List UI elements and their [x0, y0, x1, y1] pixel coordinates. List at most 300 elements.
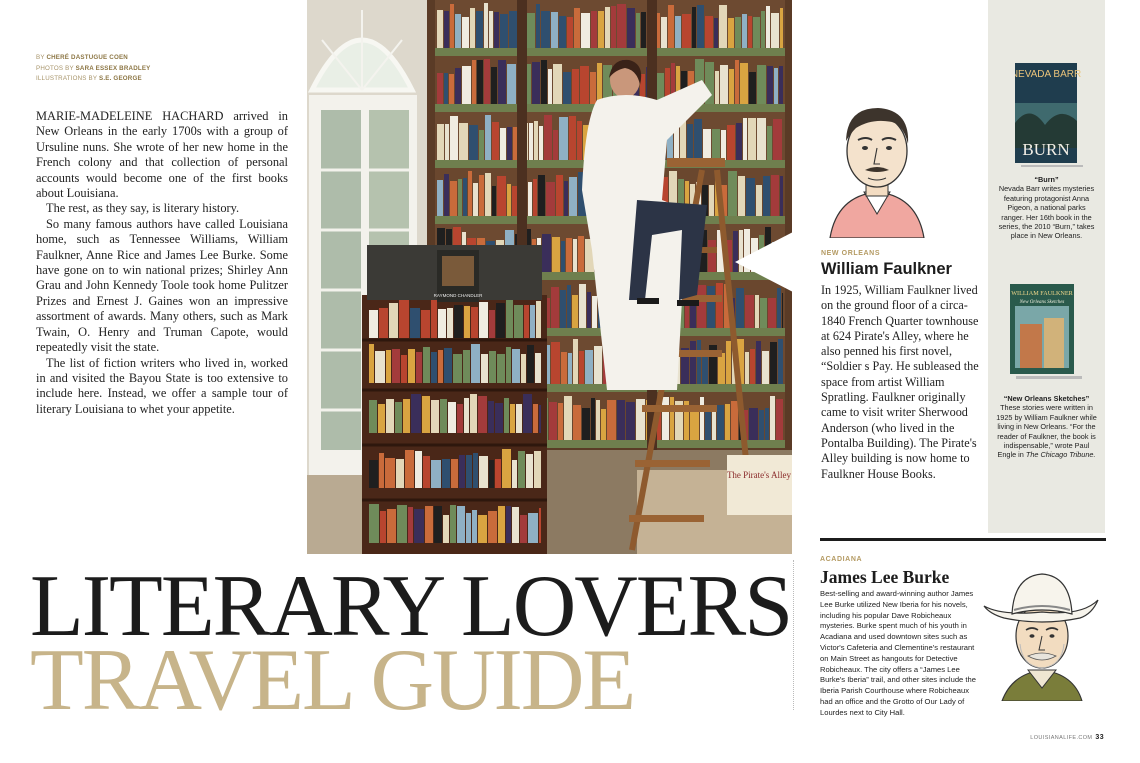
photo-tower-book: [539, 405, 541, 433]
faulkner-portrait: [822, 96, 932, 238]
photo-tower-book: [498, 506, 505, 543]
photo-tower-book: [527, 345, 534, 383]
photo-book-spine: [756, 341, 761, 384]
photo-book-spine: [697, 5, 704, 48]
photo-book-spine: [591, 398, 595, 440]
photo-book-spine: [718, 353, 725, 384]
photo-sign-text: The Pirate's Alley: [726, 470, 792, 480]
photo-book-spine: [757, 65, 766, 104]
photo-tower-book: [408, 349, 415, 383]
photo-book-spine: [759, 410, 764, 440]
photo-book-spine: [492, 122, 499, 160]
photo-tower-book: [495, 459, 501, 488]
photo-tower-book: [472, 510, 477, 543]
photo-book-spine: [760, 298, 767, 328]
photo-tower-book: [375, 351, 385, 383]
photo-book-spine: [762, 351, 769, 384]
photo-book-spine: [694, 119, 702, 160]
callout-arrow: [735, 232, 793, 292]
section-divider-rule: [820, 538, 1106, 541]
photo-tower-book: [478, 396, 487, 433]
photo-tower-book: [387, 509, 396, 543]
photo-book-spine: [560, 290, 566, 328]
photo-book-spine: [746, 178, 755, 216]
photo-tower-book: [479, 302, 488, 338]
photo-book-spine: [690, 341, 696, 384]
photo-book-spine: [541, 11, 550, 48]
photo-book-spine: [494, 12, 499, 48]
photo-tower-book: [514, 305, 523, 338]
folio-site: LOUISIANALIFE.COM: [1030, 735, 1093, 741]
photo-book-spine: [458, 179, 462, 216]
photo-book-spine: [449, 74, 454, 104]
photo-book-spine: [709, 185, 714, 216]
photo-tower-book: [463, 350, 470, 383]
photo-tower-book: [440, 399, 447, 433]
photo-book-spine: [462, 17, 469, 48]
photo-tower-book: [495, 403, 503, 433]
photo-book-spine: [579, 351, 584, 384]
photo-book-spine: [668, 5, 674, 48]
photo-book-spine: [536, 4, 540, 48]
intro-paragraph: The list of fiction writers who lived in, worked in and visited the Bayou State is too extensive to include here. Instead, we offer a sample tour of literary Louisiana to whet your appetite.: [36, 355, 288, 416]
photo-book-spine: [445, 124, 449, 160]
sketches-cover-art: [1010, 284, 1084, 380]
photo-book-spine: [705, 16, 713, 48]
photo-book-spine: [551, 12, 558, 48]
photo-tower-book: [386, 350, 391, 383]
photo-tower-book: [405, 450, 414, 488]
photo-book-spine: [766, 6, 770, 48]
photo-tower-book: [448, 402, 456, 433]
photo-book-spine: [450, 4, 454, 48]
photo-tower-book: [421, 310, 430, 338]
photo-book-spine: [484, 3, 488, 48]
photo-tower-book: [481, 354, 488, 383]
photo-book-spine: [455, 14, 461, 48]
photo-book-spine: [462, 66, 471, 104]
photo-book-spine: [715, 71, 719, 104]
photo-book-spine: [745, 352, 749, 384]
photo-book-spine: [748, 118, 756, 160]
photo-book-spine: [661, 17, 667, 48]
photo-tower-book: [496, 303, 505, 338]
author-credit: BY CHERÉ DASTUGUE COEN: [36, 54, 128, 61]
photo-book-spine: [738, 176, 745, 216]
photo-tower-book: [471, 307, 478, 338]
photo-tower-book: [506, 347, 511, 383]
bookstore-photo: [307, 0, 792, 554]
photo-book-spine: [605, 7, 610, 48]
photo-book-spine: [601, 409, 606, 440]
photo-book-spine: [577, 121, 582, 160]
headline-line-2: TRAVEL GUIDE: [30, 632, 635, 729]
photo-book-spine: [670, 397, 674, 440]
sketches-source: The Chicago Tribune.: [1025, 450, 1096, 460]
photo-tower-book: [379, 308, 388, 338]
photo-tower-book: [473, 453, 478, 488]
photo-tower-book: [444, 348, 452, 383]
photo-book-spine: [719, 5, 727, 48]
photo-book-spine: [749, 408, 758, 440]
photo-book-spine: [708, 240, 716, 272]
photo-book-spine: [728, 171, 737, 216]
photo-book-spine: [567, 285, 571, 328]
photo-book-spine: [742, 14, 747, 48]
photo-book-spine: [626, 402, 635, 440]
photo-tower-book: [415, 451, 422, 488]
photo-tower-book: [523, 394, 532, 433]
photo-book-spine: [507, 64, 516, 104]
book-cover-burn: [1015, 63, 1082, 161]
photo-book-spine: [561, 352, 567, 384]
photo-tower-book: [451, 459, 458, 488]
photo-book-spine: [735, 60, 739, 104]
photo-book-spine: [636, 13, 640, 48]
photo-book-spine: [591, 11, 597, 48]
burke-body: Best-selling and award-winning author James Lee Burke utilized New Iberia for his novels, including his popular Dave Robicheaux mysteries. Burke spent much of his youth in Acadiana and used downtown sites such as Victor's Cafeteria and Clementine's restaurant on Main Street as hangouts for Detective Robicheaux. The city offers a “James Lee Burke's Iberia” trail, and other sites include the Iberia Parish Courthouse where Robicheaux had an office and the Grotto of Our Lady of Lourdes next to City Hall.: [820, 589, 976, 717]
faulkner-region: NEW ORLEANS: [821, 250, 881, 257]
photo-tower-book: [380, 511, 386, 543]
photo-book-spine: [569, 116, 576, 160]
photo-book-spine: [548, 69, 552, 104]
photo-book-spine: [507, 127, 512, 160]
photo-book-spine: [455, 68, 461, 104]
photo-book-spine: [700, 397, 704, 440]
photo-book-spine: [580, 66, 589, 104]
photo-tower-book: [410, 308, 420, 338]
photo-tower-book: [502, 449, 511, 488]
photo-book-spine: [578, 236, 584, 272]
photo-book-spine: [561, 241, 565, 272]
photo-book-spine: [498, 60, 506, 104]
photo-book-spine: [569, 177, 577, 216]
burn-caption: [988, 175, 1105, 241]
photo-book-spine: [544, 115, 552, 160]
photo-book-spine: [528, 182, 532, 216]
photo-tower-book: [512, 507, 519, 543]
photo-book-spine: [707, 286, 715, 328]
photo-book-spine: [702, 354, 708, 384]
sketches-caption: [988, 394, 1105, 460]
photo-book-spine: [485, 173, 491, 216]
photo-tower-book: [438, 309, 446, 338]
photo-book-spine: [750, 349, 755, 384]
photo-book-spine: [777, 288, 781, 328]
photo-tower-book: [528, 513, 538, 543]
photo-book-spine: [780, 176, 783, 216]
photo-tower-book: [457, 404, 463, 433]
photo-tower-book: [431, 352, 437, 383]
photo-book-spine: [735, 17, 741, 48]
photo-book-spine: [497, 176, 506, 216]
photo-book-spine: [491, 67, 497, 104]
photo-book-spine: [563, 72, 571, 104]
photo-book-spine: [558, 403, 563, 440]
photo-tower-book: [447, 308, 453, 338]
photo-book-spine: [529, 123, 533, 160]
photo-book-spine: [507, 184, 511, 216]
photo-book-spine: [573, 339, 578, 384]
photo-tower-book: [443, 515, 449, 543]
photo-book-spine: [682, 14, 691, 48]
photo-book-spine: [559, 117, 568, 160]
burke-region: ACADIANA: [820, 556, 863, 563]
photo-book-spine: [761, 11, 765, 48]
photo-tower-book: [423, 347, 430, 383]
intro-paragraph: MARIE-MADELEINE HACHARD arrived in New Orleans in the early 1700s with a group of Ursuline nuns. She wrote of her new home in the French colony and that collection of personal accounts would become one of the first books about Louisiana.: [36, 109, 288, 201]
photo-tower-book: [516, 404, 522, 433]
photo-tower-book: [401, 355, 407, 383]
photo-book-spine: [500, 128, 506, 160]
burn-cover-author: NEVADA BARR: [1015, 69, 1082, 80]
sketches-cover-author: WILLIAM FAULKNER: [1011, 290, 1073, 297]
photo-tower-book: [414, 509, 424, 543]
photo-tower-book: [533, 404, 538, 433]
photo-tower-book: [518, 451, 525, 488]
photo-tower-book: [438, 350, 443, 383]
photo-tower-book: [510, 404, 515, 433]
photo-tower-book: [471, 344, 480, 383]
photo-book-spine: [473, 183, 478, 216]
photo-tower-book: [459, 455, 465, 488]
photo-book-spine: [712, 410, 716, 440]
photo-tower-book: [489, 351, 496, 383]
page-number: 33: [1095, 734, 1104, 741]
photo-tower-book: [534, 451, 541, 488]
photo-book-spine: [573, 405, 581, 440]
photo-book-spine: [753, 17, 760, 48]
photo-book-spine: [728, 18, 734, 48]
photo-book-spine: [748, 16, 752, 48]
photo-book-spine: [776, 399, 783, 440]
photo-book-spine: [687, 124, 693, 160]
photo-book-spine: [459, 123, 468, 160]
photo-book-spine: [469, 125, 478, 160]
photo-book-spine: [444, 174, 449, 216]
photo-book-spine: [437, 180, 443, 216]
intro-paragraph: So many famous authors have called Louisiana home, such as Tennessee Williams, William Faulkner, Anne Rice and James Lee Burke. Some have gone on to win national prizes; Shirley Ann Grau and John Kennedy Toole took home Pulitzer Prizes and Ernest J. Gaines won an impressive assortment of awards. Many others, such as Mark Twain, O. Henry and Truman Capote, would repeatedly visit the state.: [36, 216, 288, 355]
photo-book-spine: [782, 293, 783, 328]
photo-tower-book: [369, 504, 379, 543]
sketches-description: These stories were written in 1925 by William Faulkner while living in New Orleans. “For the reader of Faulkner, the book is indispensable,” wrote Paul Engle in: [996, 403, 1097, 460]
photo-book-spine: [697, 340, 701, 384]
photo-book-spine: [470, 8, 475, 48]
sketches-title: “New Orleans Sketches”: [1003, 394, 1090, 403]
photo-tower-book: [385, 458, 395, 488]
photo-tower-book: [416, 352, 422, 383]
photo-book-spine: [716, 283, 723, 328]
page-folio: [1030, 734, 1104, 741]
photo-tower-book: [369, 400, 377, 433]
photo-book-spine: [727, 125, 735, 160]
photo-book-spine: [617, 4, 626, 48]
photo-book-spine: [743, 118, 747, 160]
photo-book-spine: [771, 13, 779, 48]
photo-book-spine: [736, 288, 744, 328]
photo-book-spine: [479, 175, 484, 216]
photo-tower-book: [466, 513, 471, 543]
photo-book-spine: [617, 400, 625, 440]
photo-book-spine: [714, 18, 718, 48]
photo-book-spine: [463, 178, 467, 216]
photo-book-spine: [509, 11, 518, 48]
photo-book-spine: [533, 179, 537, 216]
photo-book-spine: [597, 63, 602, 104]
photo-book-spine: [549, 402, 557, 440]
photo-tower-book: [488, 511, 497, 543]
photo-book-spine: [729, 69, 734, 104]
photo-book-spine: [767, 126, 772, 160]
burn-cover-art: [1015, 63, 1085, 167]
photo-book-spine: [590, 72, 596, 104]
burn-title: “Burn”: [1034, 175, 1059, 184]
photo-tower-book: [431, 400, 439, 433]
intro-text: [36, 109, 288, 417]
photo-tower-book: [378, 404, 385, 433]
photo-book-spine: [477, 60, 483, 104]
photo-book-spine: [731, 401, 738, 440]
photo-tower-book: [396, 459, 404, 488]
photo-book-spine: [641, 12, 646, 48]
photo-book-spine: [755, 295, 759, 328]
photo-tower-book: [423, 456, 430, 488]
photo-tower-book: [506, 299, 513, 338]
photo-book-spine: [721, 130, 726, 160]
photo-book-spine: [489, 11, 493, 48]
photo-book-spine: [611, 6, 616, 48]
photo-tower-book: [386, 399, 394, 433]
photo-book-spine: [780, 8, 783, 48]
photo-tower-book: [454, 305, 463, 338]
headline-line-1: LITERARY LOVERS: [30, 558, 792, 655]
photo-book-spine: [559, 16, 566, 48]
photo-book-spine: [582, 408, 590, 440]
photo-book-spine: [539, 126, 543, 160]
photo-tower-book: [434, 506, 442, 543]
photo-book-spine: [553, 64, 562, 104]
photo-tower-book: [389, 303, 398, 338]
photo-tower-book: [497, 354, 505, 383]
photo-tower-book: [539, 508, 541, 543]
photo-book-spine: [675, 16, 681, 48]
photo-book-spine: [692, 7, 696, 48]
photo-tower-book: [403, 399, 410, 433]
photo-book-spine: [553, 130, 558, 160]
photo-book-spine: [492, 186, 496, 216]
photo-book-spine: [757, 118, 766, 160]
photo-tower-book: [504, 398, 509, 433]
photo-tower-book: [442, 459, 450, 488]
photo-book-spine: [534, 121, 538, 160]
photo-book-spine: [627, 8, 635, 48]
photo-tower-book: [392, 349, 400, 383]
photo-book-spine: [572, 69, 579, 104]
photo-book-spine: [500, 14, 508, 48]
photo-book-spine: [476, 11, 483, 48]
photo-tower-book: [422, 396, 430, 433]
photo-book-spine: [662, 397, 669, 440]
photo-book-spine: [770, 342, 777, 384]
photo-tower-book: [530, 305, 535, 338]
photo-book-spine: [556, 175, 563, 216]
photo-book-spine: [587, 292, 591, 328]
photo-book-spine: [468, 171, 472, 216]
column-divider: [793, 560, 794, 710]
photo-tower-book: [526, 454, 533, 488]
photo-book-spine: [771, 175, 779, 216]
photo-credit: PHOTOS BY SARA ESSEX BRADLEY: [36, 64, 151, 72]
photo-book-spine: [437, 124, 444, 160]
photo-tower-book: [478, 515, 487, 543]
photo-tower-book: [425, 506, 433, 543]
photo-book-spine: [532, 62, 540, 104]
photo-tower-book: [524, 305, 529, 338]
photo-tower-book: [535, 353, 541, 383]
photo-tower-book: [512, 349, 520, 383]
photo-book-spine: [770, 396, 775, 440]
photo-book-spine: [756, 185, 762, 216]
photo-tower-book: [431, 300, 437, 338]
photo-book-spine: [567, 17, 573, 48]
photo-book-spine: [572, 295, 578, 328]
photo-tower-book: [369, 344, 374, 383]
photo-tower-book: [369, 460, 378, 488]
burke-portrait-illustration: [982, 566, 1100, 701]
photo-book-spine: [749, 72, 756, 104]
photo-book-spine: [450, 116, 458, 160]
photo-tower-book: [431, 460, 441, 488]
illustration-credit: ILLUSTRATIONS BY S.E. GEORGE: [36, 75, 142, 82]
book-cover-new-orleans-sketches: [1010, 284, 1076, 376]
photo-tower-book: [395, 402, 402, 433]
photo-book-spine: [527, 13, 535, 48]
photo-book-spine: [725, 404, 730, 440]
photo-book-spine: [437, 73, 443, 104]
photo-book-spine: [767, 66, 773, 104]
photo-tower-book: [399, 300, 409, 338]
photo-tower-book: [408, 507, 413, 543]
photo-book-spine: [774, 68, 778, 104]
photo-book-spine: [551, 342, 560, 384]
photo-book-spine: [546, 182, 555, 216]
photo-tower-book: [488, 401, 494, 433]
intro-paragraph: The rest, as they say, is literary history.: [46, 201, 240, 216]
photo-book-spine: [552, 237, 560, 272]
photo-book-spine: [538, 175, 545, 216]
photo-book-spine: [594, 346, 602, 384]
bookstore-photo-illustration: [307, 0, 792, 554]
photo-tower-book: [479, 456, 488, 488]
photo-tower-book: [411, 394, 421, 433]
photo-tower-book: [536, 301, 541, 338]
photo-book-spine: [768, 298, 776, 328]
photo-book-spine: [579, 284, 586, 328]
photo-tower-book: [457, 506, 465, 543]
photo-book-spine: [773, 119, 782, 160]
photo-book-spine: [437, 10, 443, 48]
burn-description: Nevada Barr writes mysteries featuring protagonist Anna Pigeon, a national parks ranger. Her 16th book in the series, the 2010 “Burn,” takes place in New Orleans.: [998, 184, 1095, 241]
photo-tower-book: [512, 460, 517, 488]
photo-book-spine: [485, 115, 491, 160]
photo-tower-book: [489, 460, 494, 488]
photo-book-spine: [745, 295, 754, 328]
photo-tower-book: [453, 354, 462, 383]
photo-book-spine: [450, 181, 457, 216]
sketches-cover-title: New Orleans Sketches: [1019, 300, 1065, 305]
photo-book-spine: [574, 8, 580, 48]
photo-tower-book: [450, 505, 456, 543]
